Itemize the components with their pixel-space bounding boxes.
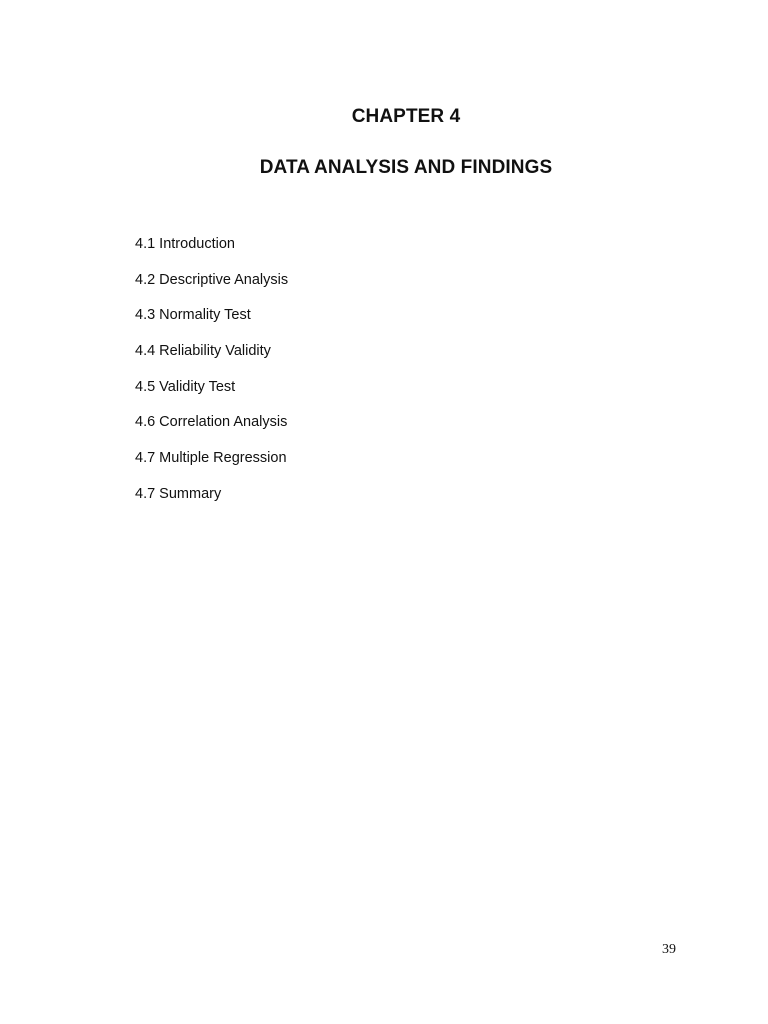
toc-item-correlation-analysis: 4.6 Correlation Analysis [135, 414, 288, 431]
toc-item-normality-test: 4.3 Normality Test [135, 307, 251, 324]
toc-item-introduction: 4.1 Introduction [135, 236, 235, 252]
chapter-contents-list [135, 234, 288, 520]
chapter-title: DATA ANALYSIS AND FINDINGS [259, 156, 553, 178]
toc-item-summary: 4.7 Summary [135, 485, 222, 502]
chapter-number: CHAPTER 4 [351, 105, 461, 127]
toc-item-reliability-validity: 4.4 Reliability Validity [135, 343, 271, 360]
toc-item-multiple-regression: 4.7 Multiple Regression [135, 450, 287, 467]
page-number: 39 [662, 942, 676, 957]
toc-item-validity-test: 4.5 Validity Test [135, 378, 236, 395]
toc-item-descriptive-analysis: 4.2 Descriptive Analysis [135, 271, 289, 288]
